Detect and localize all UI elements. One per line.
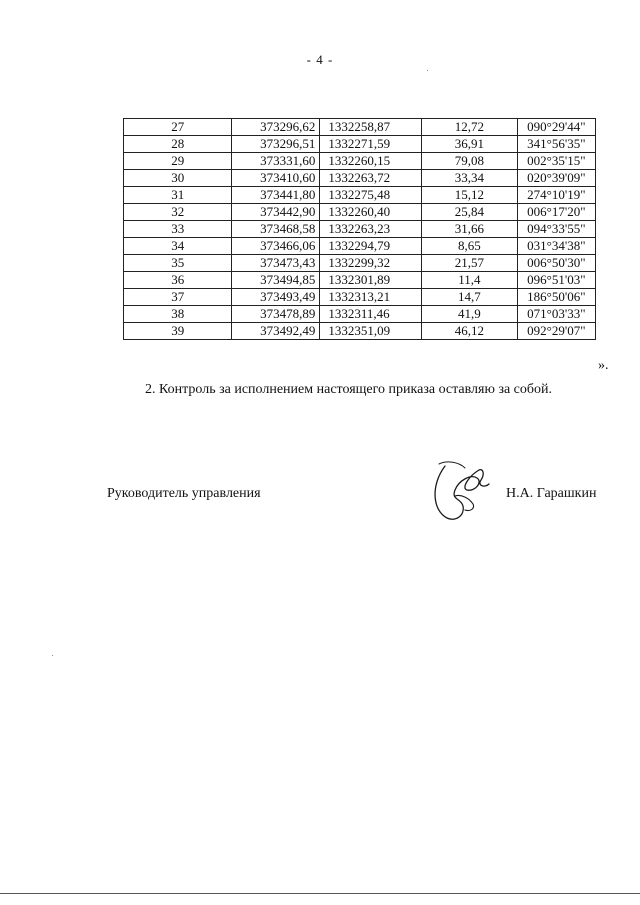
table-row xyxy=(124,323,596,340)
bearing-cell: 071°03'33" xyxy=(517,306,595,323)
signer-position: Руководитель управления xyxy=(107,486,261,501)
x-coordinate-cell: 373494,85 xyxy=(232,272,320,289)
distance-cell: 46,12 xyxy=(422,323,518,340)
x-coordinate-cell: 373296,62 xyxy=(232,119,320,136)
distance-cell: 12,72 xyxy=(422,119,518,136)
table-row xyxy=(124,153,596,170)
y-coordinate-cell: 1332271,59 xyxy=(320,136,422,153)
page-number: - 4 - xyxy=(306,52,334,67)
bearing-cell: 090°29'44" xyxy=(517,119,595,136)
y-coordinate-cell: 1332299,32 xyxy=(320,255,422,272)
x-coordinate-cell: 373442,90 xyxy=(232,204,320,221)
table-row xyxy=(124,238,596,255)
distance-cell: 31,66 xyxy=(422,221,518,238)
distance-cell: 33,34 xyxy=(422,170,518,187)
y-coordinate-cell: 1332260,40 xyxy=(320,204,422,221)
point-number-cell: 31 xyxy=(124,187,232,204)
bearing-cell: 031°34'38" xyxy=(517,238,595,255)
x-coordinate-cell: 373492,49 xyxy=(232,323,320,340)
bearing-cell: 186°50'06" xyxy=(517,289,595,306)
closing-quote-mark: ». xyxy=(598,358,609,373)
point-number-cell: 35 xyxy=(124,255,232,272)
bearing-cell: 002°35'15" xyxy=(517,153,595,170)
distance-cell: 21,57 xyxy=(422,255,518,272)
handwritten-signature xyxy=(425,456,495,524)
y-coordinate-cell: 1332260,15 xyxy=(320,153,422,170)
bearing-cell: 006°17'20" xyxy=(517,204,595,221)
distance-cell: 8,65 xyxy=(422,238,518,255)
x-coordinate-cell: 373296,51 xyxy=(232,136,320,153)
x-coordinate-cell: 373466,06 xyxy=(232,238,320,255)
y-coordinate-cell: 1332313,21 xyxy=(320,289,422,306)
control-clause: 2. Контроль за исполнением настоящего приказа оставляю за собой. xyxy=(145,382,553,397)
distance-cell: 14,7 xyxy=(422,289,518,306)
scan-speck xyxy=(427,70,428,71)
signer-name: Н.А. Гарашкин xyxy=(506,486,597,501)
table-row xyxy=(124,119,596,136)
y-coordinate-cell: 1332294,79 xyxy=(320,238,422,255)
bearing-cell: 094°33'55" xyxy=(517,221,595,238)
point-number-cell: 33 xyxy=(124,221,232,238)
point-number-cell: 32 xyxy=(124,204,232,221)
scan-edge-line xyxy=(0,893,640,894)
distance-cell: 79,08 xyxy=(422,153,518,170)
y-coordinate-cell: 1332301,89 xyxy=(320,272,422,289)
table-row xyxy=(124,306,596,323)
point-number-cell: 36 xyxy=(124,272,232,289)
point-number-cell: 29 xyxy=(124,153,232,170)
x-coordinate-cell: 373410,60 xyxy=(232,170,320,187)
x-coordinate-cell: 373473,43 xyxy=(232,255,320,272)
point-number-cell: 37 xyxy=(124,289,232,306)
y-coordinate-cell: 1332351,09 xyxy=(320,323,422,340)
point-number-cell: 39 xyxy=(124,323,232,340)
table-row xyxy=(124,204,596,221)
table-row xyxy=(124,221,596,238)
y-coordinate-cell: 1332258,87 xyxy=(320,119,422,136)
table-row xyxy=(124,255,596,272)
bearing-cell: 092°29'07" xyxy=(517,323,595,340)
point-number-cell: 38 xyxy=(124,306,232,323)
coordinates-table xyxy=(123,118,596,340)
distance-cell: 25,84 xyxy=(422,204,518,221)
x-coordinate-cell: 373478,89 xyxy=(232,306,320,323)
point-number-cell: 34 xyxy=(124,238,232,255)
bearing-cell: 020°39'09" xyxy=(517,170,595,187)
scan-speck xyxy=(52,655,53,656)
table-row xyxy=(124,289,596,306)
bearing-cell: 006°50'30" xyxy=(517,255,595,272)
x-coordinate-cell: 373468,58 xyxy=(232,221,320,238)
x-coordinate-cell: 373441,80 xyxy=(232,187,320,204)
bearing-cell: 341°56'35" xyxy=(517,136,595,153)
x-coordinate-cell: 373493,49 xyxy=(232,289,320,306)
point-number-cell: 30 xyxy=(124,170,232,187)
table-row xyxy=(124,136,596,153)
y-coordinate-cell: 1332263,72 xyxy=(320,170,422,187)
bearing-cell: 096°51'03" xyxy=(517,272,595,289)
table-row xyxy=(124,187,596,204)
x-coordinate-cell: 373331,60 xyxy=(232,153,320,170)
table-row xyxy=(124,272,596,289)
distance-cell: 11,4 xyxy=(422,272,518,289)
point-number-cell: 27 xyxy=(124,119,232,136)
y-coordinate-cell: 1332263,23 xyxy=(320,221,422,238)
distance-cell: 36,91 xyxy=(422,136,518,153)
y-coordinate-cell: 1332311,46 xyxy=(320,306,422,323)
point-number-cell: 28 xyxy=(124,136,232,153)
distance-cell: 15,12 xyxy=(422,187,518,204)
coordinates-table-body xyxy=(124,119,596,340)
y-coordinate-cell: 1332275,48 xyxy=(320,187,422,204)
table-row xyxy=(124,170,596,187)
bearing-cell: 274°10'19" xyxy=(517,187,595,204)
distance-cell: 41,9 xyxy=(422,306,518,323)
